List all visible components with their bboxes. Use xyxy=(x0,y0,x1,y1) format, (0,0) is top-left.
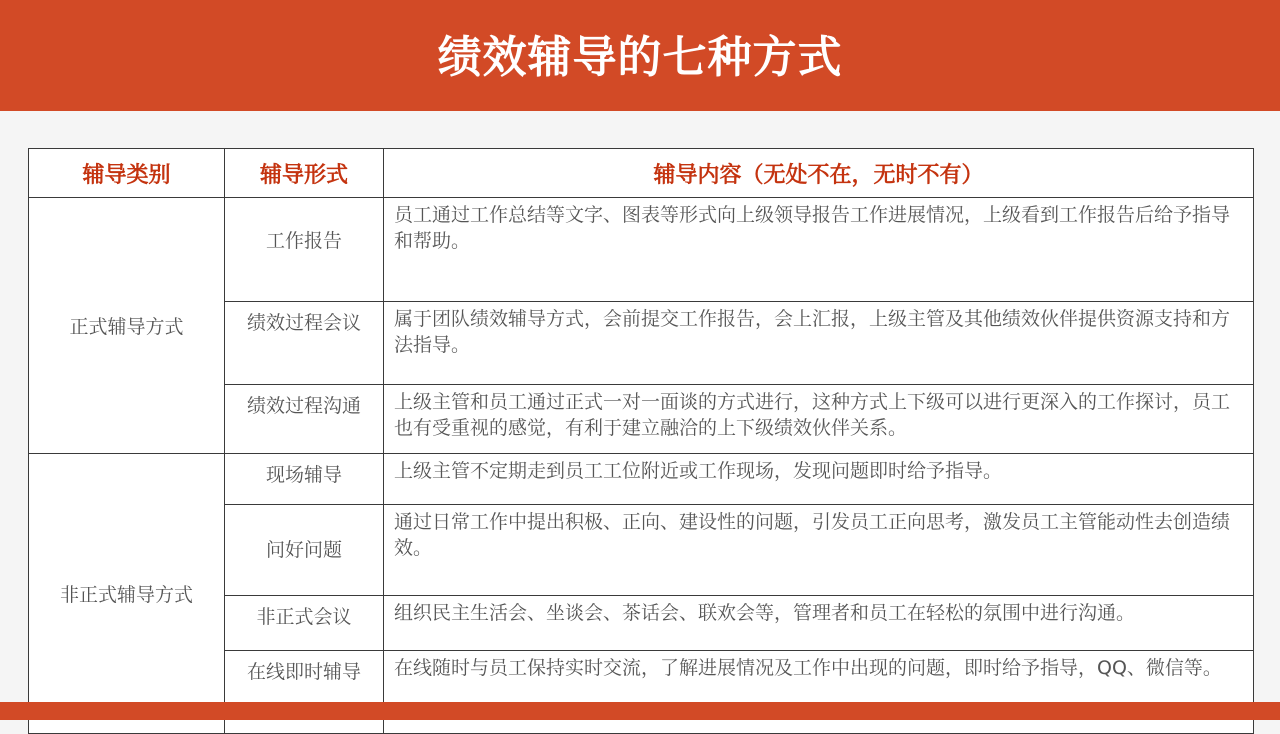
content-cell: 员工通过工作总结等文字、图表等形式向上级领导报告工作进展情况，上级看到工作报告后给予指导和帮助。 xyxy=(384,198,1254,302)
form-cell: 绩效过程沟通 xyxy=(225,385,384,454)
slide-title: 绩效辅导的七种方式 xyxy=(437,32,843,83)
table-row xyxy=(29,198,1254,302)
header-category: 辅导类别 xyxy=(29,149,225,198)
form-cell: 绩效过程会议 xyxy=(225,302,384,385)
form-cell: 在线即时辅导 xyxy=(225,651,384,734)
content-cell: 上级主管不定期走到员工工位附近或工作现场，发现问题即时给予指导。 xyxy=(384,454,1254,505)
table-header-row xyxy=(29,149,1254,198)
category-formal: 正式辅导方式 xyxy=(29,198,225,454)
content-cell: 属于团队绩效辅导方式，会前提交工作报告，会上汇报，上级主管及其他绩效伙伴提供资源支持和方法指导。 xyxy=(384,302,1254,385)
form-cell: 问好问题 xyxy=(225,505,384,596)
form-cell: 非正式会议 xyxy=(225,596,384,651)
content-cell: 组织民主生活会、坐谈会、茶话会、联欢会等，管理者和员工在轻松的氛围中进行沟通。 xyxy=(384,596,1254,651)
content-cell: 在线随时与员工保持实时交流，了解进展情况及工作中出现的问题，即时给予指导，QQ、微信等。 xyxy=(384,651,1254,734)
header-form: 辅导形式 xyxy=(225,149,384,198)
table-row xyxy=(29,454,1254,505)
header-content: 辅导内容（无处不在，无时不有） xyxy=(384,149,1254,198)
form-cell: 工作报告 xyxy=(225,198,384,302)
content-cell: 通过日常工作中提出积极、正向、建设性的问题，引发员工正向思考，激发员工主管能动性去创造绩效。 xyxy=(384,505,1254,596)
category-informal: 非正式辅导方式 xyxy=(29,454,225,734)
footer-bar xyxy=(0,702,1280,720)
coaching-methods-table xyxy=(28,148,1254,734)
content-cell: 上级主管和员工通过正式一对一面谈的方式进行，这种方式上下级可以进行更深入的工作探讨，员工也有受重视的感觉，有利于建立融洽的上下级绩效伙伴关系。 xyxy=(384,385,1254,454)
form-cell: 现场辅导 xyxy=(225,454,384,505)
